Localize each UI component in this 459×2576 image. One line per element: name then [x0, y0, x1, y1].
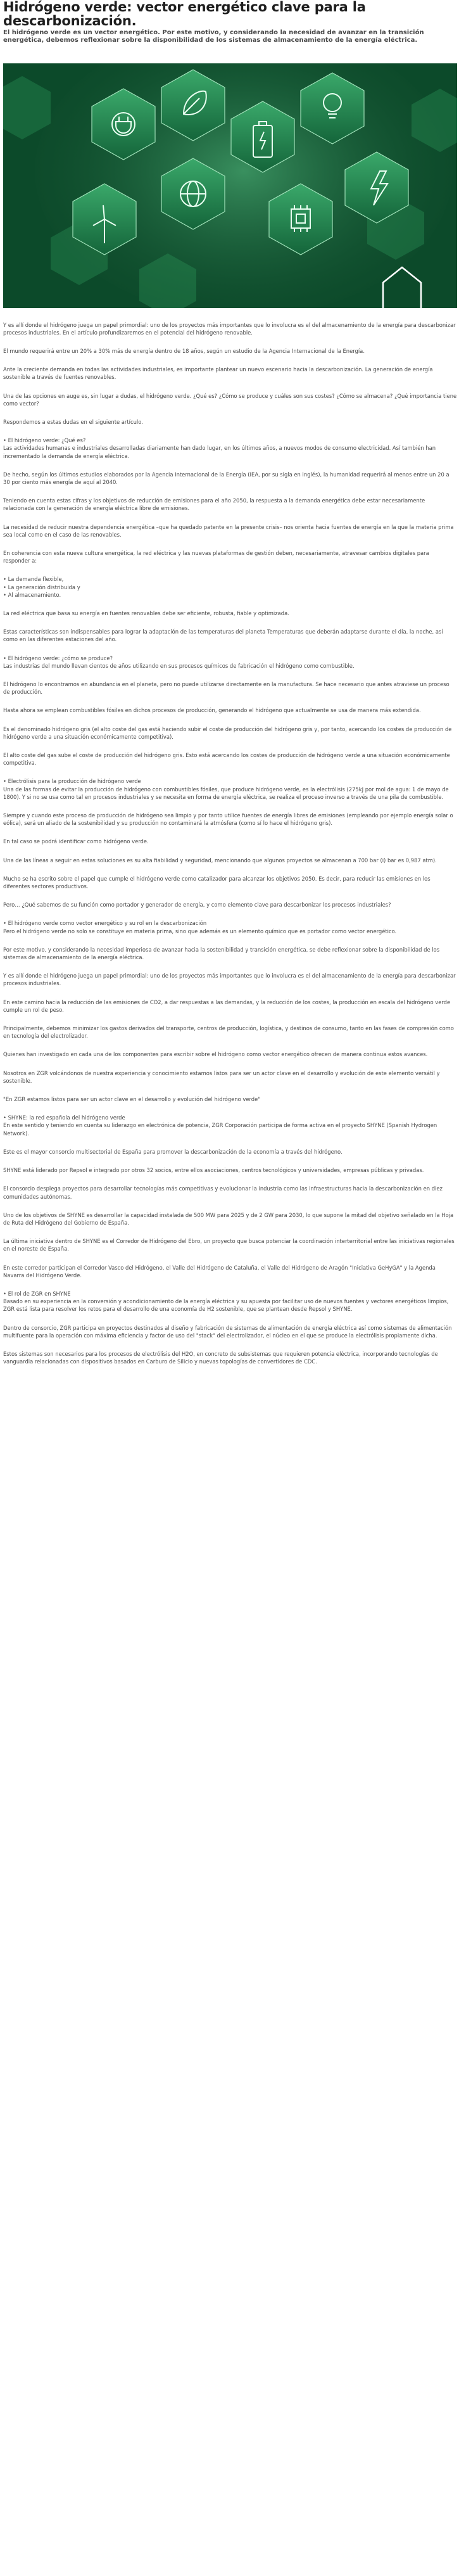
paragraph: La necesidad de reducir nuestra dependencia energética –que ha quedado patente en la presente crisis– nos orienta hacia fuentes de energía en la que la materia prima sea local como en el caso de las renovables.	[3, 523, 454, 538]
paragraph: Las actividades humanas e industriales desarrolladas diariamente han dado lugar, en los últimos años, a nuevos modos de consumo electricidad. Así también han incrementado la demanda de energía eléctrica.	[3, 445, 436, 459]
section-heading: • SHYNE: la red española del hidrógeno verde	[3, 1114, 125, 1121]
section-heading: • El hidrógeno verde como vector energético y su rol en la descarbonización	[3, 920, 207, 927]
paragraph: Una de las opciones en auge es, sin lugar a dudas, el hidrógeno verde. ¿Qué es? ¿Cómo se produce y cuáles son sus costes? ¿Cómo se almacena? ¿Qué importancia tiene como vector?	[3, 392, 457, 407]
paragraph: Nosotros en ZGR volcándonos de nuestra experiencia y conocimiento estamos listos para ser un actor clave en el desarrollo y evolución de este elemento versátil y sostenible.	[3, 1069, 440, 1084]
paragraph: Respondemos a estas dudas en el siguiente artículo.	[3, 418, 143, 425]
section-heading: • El hidrógeno verde: ¿Qué es?	[3, 437, 86, 444]
paragraph: La red eléctrica que basa su energía en fuentes renovables debe ser eficiente, robusta, fiable y optimizada.	[3, 609, 289, 616]
section-heading: • El rol de ZGR en SHYNE	[3, 1290, 71, 1297]
article-lead: El hidrógeno verde es un vector energético. Por este motivo, y considerando la necesidad de avanzar en la transición energética, debemos reflexionar sobre la disponibilidad de los sistemas de almacenamiento de la energía eléctrica.	[3, 29, 424, 44]
paragraph: Las industrias del mundo llevan cientos de años utilizando en sus procesos químicos de fabricación el hidrógeno como combustible.	[3, 662, 355, 669]
paragraph: En este camino hacia la reducción de las emisiones de CO2, a dar respuestas a las demandas, y la reducción de los costes, la producción en escala del hidrógeno verde cumple un rol de peso.	[3, 998, 451, 1013]
paragraph: En este sentido y teniendo en cuenta su liderazgo en electrónica de potencia, ZGR Corporación participa de forma activa en el proyecto SHYNE (Spanish Hydrogen Network).	[3, 1122, 437, 1137]
paragraph: "En ZGR estamos listos para ser un actor clave en el desarrollo y evolución del hidrógeno verde"	[3, 1096, 261, 1103]
article-title: Hidrógeno verde: vector energético clave para la descarbonización.	[3, 0, 366, 29]
paragraph: De hecho, según los últimos estudios elaborados por la Agencia Internacional de la Energía (IEA, por su sigla en inglés), la humanidad requerirá al menos entre un 20 a 30 por ciento más energía de aquí al 2040.	[3, 471, 450, 485]
paragraph: Y es allí donde el hidrógeno juega un papel primordial: uno de los proyectos más importantes que lo involucra es el del almacenamiento de la energía para descarbonizar procesos industriales.	[3, 972, 456, 987]
paragraph: Estas características son indispensables para lograr la adaptación de las temperaturas del planeta Temperaturas que deberán adaptarse durante el día, la noche, así como en las diferentes estaciones del año.	[3, 628, 443, 643]
paragraph: Pero el hidrógeno verde no solo se constituye en materia prima, sino que además es un elemento químico que es portador como vector energético.	[3, 928, 397, 934]
paragraph: La última iniciativa dentro de SHYNE es el Corredor de Hidrógeno del Ebro, un proyecto que busca potenciar la coordinación interterritorial entre las iniciativas regionales en el noreste de España.	[3, 1238, 455, 1253]
paragraph: Es el denominado hidrógeno gris (el alto coste del gas está haciendo subir el coste de producción del hidrógeno gris y, por tanto, acercando los costes de producción de hidrógeno verde a una situación económicamente competitiva).	[3, 725, 452, 740]
paragraph: Principalmente, debemos minimizar los gastos derivados del transporte, centros de producción, logística, y destinos de consumo, tanto en las fases de compresión como en tecnología del electrolizador.	[3, 1025, 454, 1040]
article-body	[3, 321, 457, 1366]
paragraph: Una de las líneas a seguir en estas soluciones es su alta fiabilidad y seguridad, mencionando que algunos proyectos se almacenan a 700 bar (i) bar es 0,987 atm).	[3, 857, 437, 864]
paragraph: Este es el mayor consorcio multisectorial de España para promover la descarbonización de la economía a través del hidrógeno.	[3, 1148, 343, 1155]
paragraph: En este corredor participan el Corredor Vasco del Hidrógeno, el Valle del Hidrógeno de Cataluña, el Valle del Hidrógeno de Aragón "Iniciativa GeHyGA" y la Agenda Navarra del Hidrógeno Verde.	[3, 1264, 436, 1278]
section-heading: • Electrólisis para la producción de hidrógeno verde	[3, 778, 141, 785]
hero-hexagon-illustration	[3, 63, 457, 308]
paragraph: Hasta ahora se emplean combustibles fósiles en dichos procesos de producción, generando el hidrógeno que actualmente se usa de manera más extendida.	[3, 707, 421, 714]
paragraph: Basado en su experiencia en la conversión y acondicionamiento de la energía eléctrica y su apuesta por facilitar uso de nuevos fuentes y vectores energéticos limpios, ZGR está lista para resolver los retos para el desarrollo de una economía de H2 sostenible, que se plantean desde Repsol y SHYNE.	[3, 1298, 449, 1313]
paragraph: El consorcio desplega proyectos para desarrollar tecnologías más competitivas y evolucionar la industria como las infraestructuras hacia la descarbonización en diez comunidades autónomas.	[3, 1185, 443, 1200]
paragraph: Siempre y cuando este proceso de producción de hidrógeno sea limpio y por tanto utilice fuentes de energía libres de emisiones (empleando por ejemplo energía solar o eólica), será un aliado de la sostenibilidad y su producción no contaminará la atmósfera (como sí lo hace el hidrógeno gris).	[3, 812, 453, 827]
paragraph: El hidrógeno lo encontramos en abundancia en el planeta, pero no puede utilizarse directamente en la manufactura. Se hace necesario que antes atraviese un proceso de producción.	[3, 680, 450, 696]
paragraph: En coherencia con esta nueva cultura energética, la red eléctrica y las nuevas plataformas de gestión deben, necesariamente, atravesar cambios digitales para responder a:	[3, 549, 429, 564]
paragraph: Teniendo en cuenta estas cifras y los objetivos de reducción de emisiones para el año 2050, la respuesta a la demanda energética debe estar necesariamente relacionada con la generación de energía eléctrica libre de emisiones.	[3, 497, 425, 512]
paragraph: El alto coste del gas sube el coste de producción del hidrógeno gris. Esto está acercando los costes de producción de hidrógeno verde a una situación económicamente competitiva.	[3, 752, 450, 767]
paragraph: SHYNE está liderado por Repsol e integrado por otros 32 socios, entre ellos asociaciones, centros tecnológicos y universidades, empresas públicas y privadas.	[3, 1167, 424, 1174]
paragraph: Mucho se ha escrito sobre el papel que cumple el hidrógeno verde como catalizador para alcanzar los objetivos 2050. Es decir, para reducir las emisiones en los diferentes sectores productivos.	[3, 875, 431, 890]
paragraph: Ante la creciente demanda en todas las actividades industriales, es importante plantear un nuevo escenario hacia la descarbonización. La generación de energía sostenible a través de fuentes renovables.	[3, 366, 433, 381]
paragraph: Por este motivo, y considerando la necesidad imperiosa de avanzar hacia la sostenibilidad y transición energética, se debe reflexionar sobre la disponibilidad de los sistemas de almacenamiento de la energía eléctrica.	[3, 946, 440, 961]
paragraph: El mundo requerirá entre un 20% a 30% más de energía dentro de 18 años, según un estudio de la Agencia Internacional de la Energía.	[3, 347, 365, 354]
paragraph: Pero… ¿Qué sabemos de su función como portador y generador de energía, y como elemento clave para descarbonizar los procesos industriales?	[3, 902, 391, 909]
section-heading: • El hidrógeno verde: ¿cómo se produce?	[3, 654, 113, 661]
paragraph: Uno de los objetivos de SHYNE es desarrollar la capacidad instalada de 500 MW para 2025 y de 2 GW para 2030, lo que supone la mitad del objetivo señalado en la Hoja de Ruta del Hidrógeno del Gobierno de España.	[3, 1211, 454, 1226]
list-item: • La demanda flexible,	[3, 576, 64, 583]
hero-image	[3, 63, 457, 308]
paragraph: En tal caso se podrá identificar como hidrógeno verde.	[3, 838, 149, 845]
list-item: • Al almacenamiento.	[3, 591, 61, 598]
paragraph: Una de las formas de evitar la producción de hidrógeno con combustibles fósiles, que produce hidrógeno verde, es la electrólisis (275kJ por mol de agua: 1 de mayo de 1800). Y si no se usa como tal en procesos industriales y se necesita en forma de energía eléctrica, se realiza el proceso inverso a través de una pila de combustible.	[3, 786, 449, 800]
paragraph: Estos sistemas son necesarios para los procesos de electrólisis del H2O, en concreto de subsistemas que requieren potencia eléctrica, incorporando tecnologías de vanguardia relacionadas con dispositivos basados en Carburo de Silicio y nuevas topologías de convertidores de CDC.	[3, 1350, 438, 1365]
paragraph: Y es allí donde el hidrógeno juega un papel primordial: uno de los proyectos más importantes que lo involucra es el del almacenamiento de la energía para descarbonizar procesos industriales. En el artículo profundizaremos en el potencial del hidrógeno renovable.	[3, 321, 456, 336]
paragraph: Quienes han investigado en cada una de los componentes para escribir sobre el hidrógeno como vector energético ofrecen de manera continua estos avances.	[3, 1051, 428, 1058]
paragraph: Dentro de consorcio, ZGR participa en proyectos destinados al diseño y fabricación de sistemas de alimentación de energía eléctrica así como sistemas de alimentación multifuente para la operación con máxima eficiencia y factor de uso del "stack" del electrolizador, el núcleo en el que se produce la electrólisis propiamente dicha.	[3, 1324, 452, 1339]
list-item: • La generación distribuida y	[3, 583, 80, 590]
